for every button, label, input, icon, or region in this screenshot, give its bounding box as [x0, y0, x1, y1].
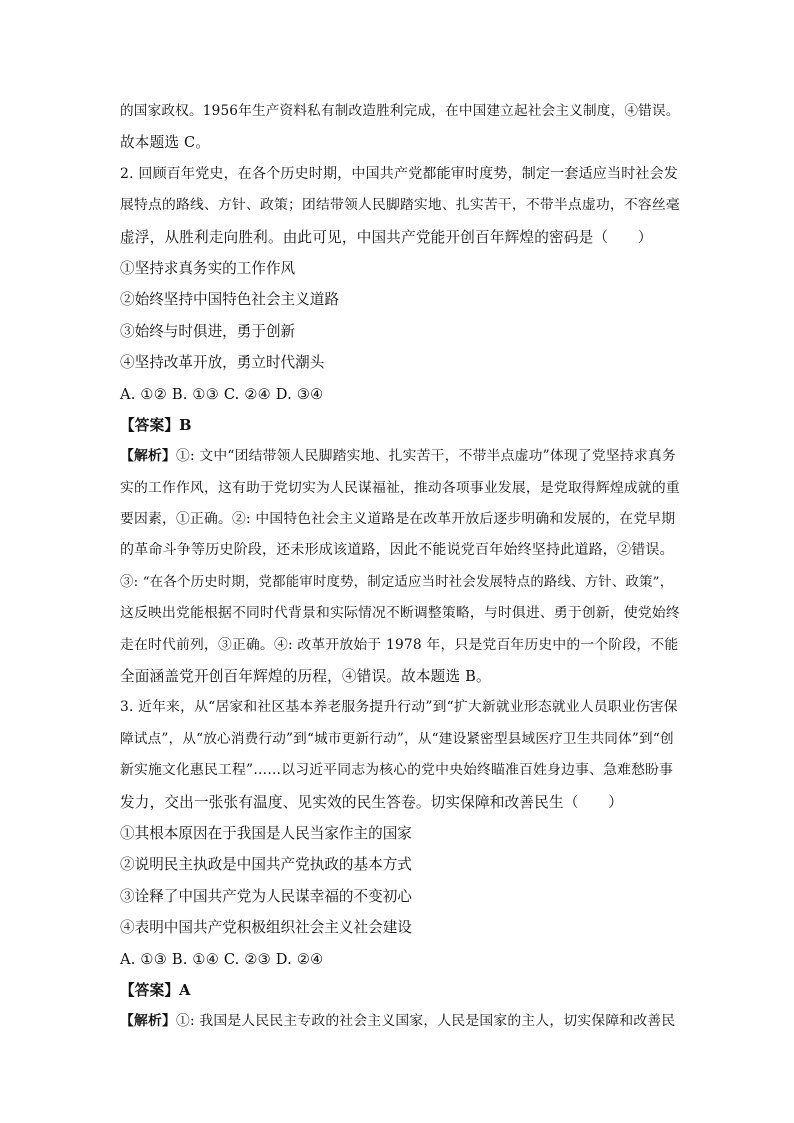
question-2-stem-line: 虚浮，从胜利走向胜利。由此可见，中国共产党能开创百年辉煌的密码是（ ）: [120, 228, 653, 246]
question-2-analysis-line: 走在时代前列，③正确。④: 改革开放始于 1978 年，只是党百年历史中的一个阶段，不能: [120, 636, 679, 653]
question-3-option: ②说明民主执政是中国共产党执政的基本方式: [120, 856, 412, 874]
question-2-analysis-line: 要因素，①正确。②: 中国特色社会主义道路是在改革开放后逐步明确和发展的，在党早期: [120, 511, 676, 528]
question-3-stem-line: 3. 近年来，从“居家和社区基本养老服务提升行动”到“扩大新就业形态就业人员职业伤害保: [120, 699, 678, 716]
document-page: [120, 96, 680, 1038]
question-2-analysis-line: 这反映出党能根据不同时代背景和实际情况不断调整策略，与时俱进、勇于创新，使党始终: [120, 605, 680, 622]
question-2-analysis-line: 实的工作作风，这有助于党切实为人民谋福祉，推动各项事业发展，是党取得辉煌成就的重: [120, 479, 680, 496]
question-3-analysis-line: 【解析】①: 我国是人民民主专政的社会主义国家，人民是国家的主人，切实保障和改善民: [120, 1013, 676, 1030]
question-3-stem-line: 障试点”，从“放心消费行动”到“城市更新行动”，从“建设紧密型县域医疗卫生共同体”到“创: [120, 730, 674, 747]
question-2-analysis-line: 全面涵盖党开创百年辉煌的历程，④错误。故本题选 B。: [120, 668, 491, 686]
question-2-option: ②始终坚持中国特色社会主义道路: [120, 291, 339, 309]
question-3-choices: A. ①③ B. ①④ C. ②③ D. ②④: [120, 950, 324, 968]
question-2-analysis-line: ③: “在各个历史时期，党都能审时度势，制定适应当时社会发展特点的路线、方针、政策”，: [120, 574, 674, 590]
question-2-option: ③始终与时俱进，勇于创新: [120, 322, 296, 340]
question-3-answer: 【答案】A: [120, 981, 191, 999]
question-2-option: ①坚持求真务实的工作作风: [120, 259, 296, 277]
question-3-option: ③诠释了中国共产党为人民谋幸福的不变初心: [120, 887, 412, 905]
question-2-stem-line: 2. 回顾百年党史，在各个历史时期，中国共产党都能审时度势，制定一套适应当时社会发: [120, 165, 679, 182]
question-2-stem-line: 展特点的路线、方针、政策；团结带领人民脚踏实地、扎实苦干，不带半点虚功，不容丝毫: [120, 197, 680, 214]
question-2-option: ④坚持改革开放，勇立时代潮头: [120, 354, 325, 372]
analysis-label: 【解析】: [120, 448, 176, 465]
question-2-answer: 【答案】B: [120, 416, 192, 434]
paragraph-line: 的国家政权。1956年生产资料私有制改造胜利完成，在中国建立起社会主义制度，④错误。: [120, 103, 680, 119]
paragraph-line: 故本题选 C。: [120, 134, 211, 152]
question-3-stem-line: 新实施文化惠民工程”……以习近平同志为核心的党中央始终瞄准百姓身边事、急难愁盼事: [120, 762, 674, 779]
question-3-option: ④表明中国共产党积极组织社会主义社会建设: [120, 919, 412, 937]
question-2-analysis-line: 的革命斗争等历史阶段，还未形成该道路，因此不能说党百年始终坚持此道路，②错误。: [120, 542, 674, 559]
question-2-analysis-line: 【解析】①: 文中“团结带领人民脚踏实地、扎实苦干，不带半点虚功”体现了党坚持求真务: [120, 448, 676, 465]
analysis-label: 【解析】: [120, 1013, 176, 1030]
question-3-stem-line: 发力，交出一张张有温度、见实效的民生答卷。切实保障和改善民生（ ）: [120, 793, 623, 811]
question-3-option: ①其根本原因在于我国是人民当家作主的国家: [120, 824, 412, 842]
question-2-choices: A. ①② B. ①③ C. ②④ D. ③④: [120, 385, 324, 403]
